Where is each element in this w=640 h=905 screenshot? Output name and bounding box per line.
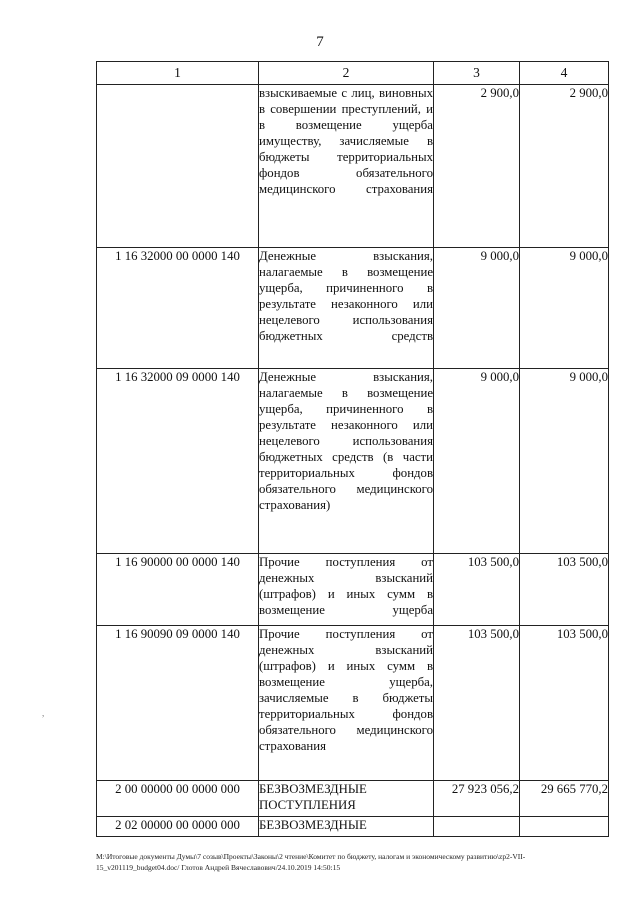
table-row (97, 85, 609, 248)
row-name: Денежные взыскания, налагаемые в возмещение ущерба, причиненного в результате незаконного или нецелевого использования бюджетных средств (259, 248, 434, 369)
row-name: взыскиваемые с лиц, виновных в совершении преступлений, и в возмещение ущерба имуществу, зачисляемые в бюджеты территориальных фондов обязательного медицинского страхования (259, 85, 434, 248)
header-col-3: 3 (434, 62, 520, 85)
header-col-2: 2 (259, 62, 434, 85)
row-col4-value: 103 500,0 (520, 626, 609, 781)
footer-path-line: M:\Итоговые документы Думы\7 созыв\Проекты\Законы\2 чтение\Комитет по бюджету, налогам и экономическому развитию\zp2-VII- (96, 852, 526, 861)
page-number: 7 (316, 34, 324, 50)
row-col4-value: 103 500,0 (520, 554, 609, 626)
row-col4-value: 9 000,0 (520, 369, 609, 554)
budget-table (96, 61, 609, 837)
row-col4-value: 9 000,0 (520, 248, 609, 369)
row-col3-value (434, 817, 520, 837)
header-col-4: 4 (520, 62, 609, 85)
header-row (97, 62, 609, 85)
row-code: 1 16 32000 00 0000 140 (97, 248, 259, 369)
row-code: 2 02 00000 00 0000 000 (97, 817, 259, 837)
row-code: 1 16 90000 00 0000 140 (97, 554, 259, 626)
row-col4-value: 2 900,0 (520, 85, 609, 248)
row-name: Денежные взыскания, налагаемые в возмещение ущерба, причиненного в результате незаконного или нецелевого использования бюджетных средств (в части территориальных фондов обязательного медицинского страхования) (259, 369, 434, 554)
row-col3-value: 9 000,0 (434, 369, 520, 554)
table-row (97, 554, 609, 626)
row-name: БЕЗВОЗМЕЗДНЫЕ (259, 817, 434, 837)
table-row (97, 817, 609, 837)
row-col3-value: 103 500,0 (434, 626, 520, 781)
row-col4-value: 29 665 770,2 (520, 781, 609, 817)
row-col3-value: 2 900,0 (434, 85, 520, 248)
header-col-1: 1 (97, 62, 259, 85)
row-col3-value: 9 000,0 (434, 248, 520, 369)
row-col3-value: 103 500,0 (434, 554, 520, 626)
document-footer (96, 851, 616, 873)
row-name: Прочие поступления от денежных взысканий (штрафов) и иных сумм в возмещение ущерба (259, 554, 434, 626)
table-row (97, 369, 609, 554)
table-row (97, 248, 609, 369)
row-code: 2 00 00000 00 0000 000 (97, 781, 259, 817)
footer-file-line: 15_v201119_budget04.doc/ Глотов Андрей Вячеславович/24.10.2019 14:50:15 (96, 863, 341, 872)
scan-mark: , (42, 708, 45, 718)
row-col4-value (520, 817, 609, 837)
row-col3-value: 27 923 056,2 (434, 781, 520, 817)
table-row (97, 781, 609, 817)
row-code: 1 16 90090 09 0000 140 (97, 626, 259, 781)
row-name: БЕЗВОЗМЕЗДНЫЕ ПОСТУПЛЕНИЯ (259, 781, 434, 817)
table-row (97, 626, 609, 781)
row-code: 1 16 32000 09 0000 140 (97, 369, 259, 554)
row-code (97, 85, 259, 248)
row-name: Прочие поступления от денежных взысканий (штрафов) и иных сумм в возмещение ущерба, зачисляемые в бюджеты территориальных фондов обязательного медицинского страхования (259, 626, 434, 781)
